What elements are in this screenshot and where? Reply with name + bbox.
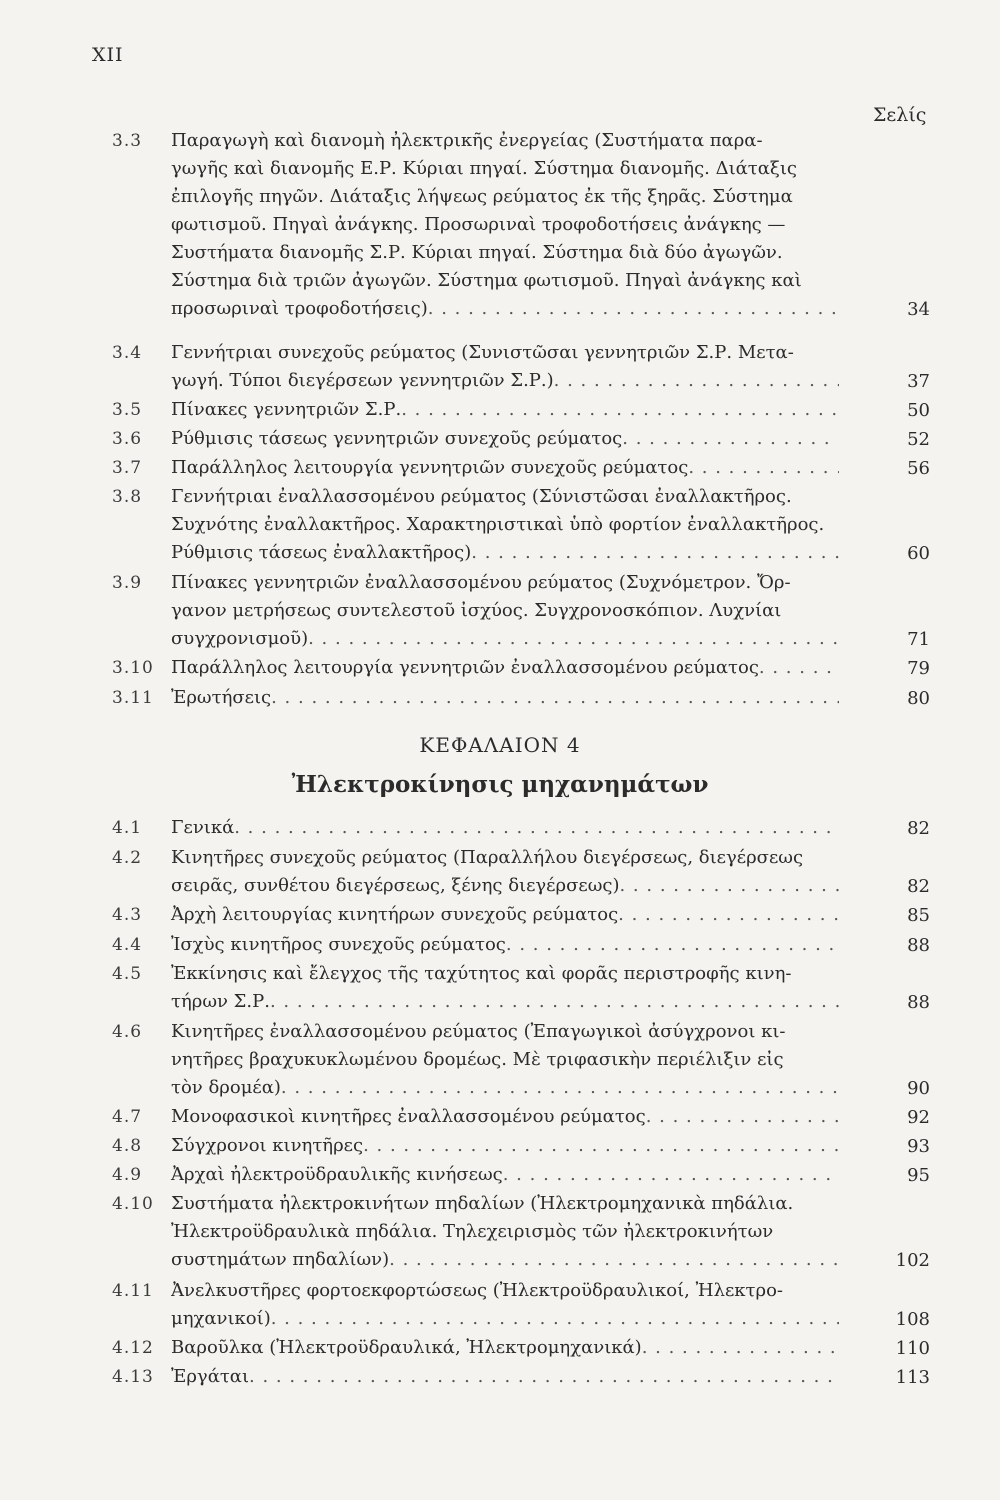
toc-entry-number: 3.10: [112, 658, 154, 678]
toc-entry-text: Παραγωγὴ καὶ διανομὴ ἠλεκτρικῆς ἐνεργείας (Συστήματα παρα-: [171, 130, 763, 151]
toc-entry-text: προσωριναὶ τροφοδοτήσεις): [171, 298, 428, 319]
toc-entry-number: 3.7: [112, 458, 143, 478]
toc-entry-text: Σύστημα διὰ τριῶν ἀγωγῶν. Σύστημα φωτισμοῦ. Πηγαὶ ἀνάγκης καὶ: [171, 270, 802, 291]
toc-entry-text: Κινητῆρες συνεχοῦς ρεύματος (Παραλλήλου διεγέρσεως, διεγέρσεως: [171, 847, 804, 868]
toc-entry-page: 113: [895, 1367, 930, 1388]
toc-entry-text: τήρων Σ.Ρ.: [171, 991, 270, 1012]
toc-entry-page: 108: [895, 1309, 930, 1330]
dot-leader: [428, 295, 839, 323]
toc-entry-text: γωγῆς καὶ διανομῆς Ε.Ρ. Κύριαι πηγαί. Σύστημα διανομῆς. Διάταξις: [171, 158, 797, 179]
toc-entry-number: 4.8: [112, 1136, 143, 1156]
toc-entry-text: συστημάτων πηδαλίων): [171, 1249, 390, 1270]
toc-entry-number: 3.4: [112, 343, 143, 363]
toc-entry-number: 4.10: [112, 1194, 154, 1214]
toc-entry-text: γωγή. Τύποι διεγέρσεων γεννητριῶν Σ.Ρ.): [171, 370, 554, 391]
toc-entry-number: 4.3: [112, 905, 143, 925]
dot-leader: [618, 901, 839, 929]
toc-entry-number: 3.9: [112, 573, 143, 593]
toc-entry-text: Συστήματα διανομῆς Σ.Ρ. Κύριαι πηγαί. Σύστημα διὰ δύο ἀγωγῶν.: [171, 242, 783, 263]
toc-entry-text: Πίνακες γεννητριῶν ἐναλλασσομένου ρεύματος (Συχνόμετρον. Ὄρ-: [171, 572, 791, 593]
toc-entry-page: 56: [907, 458, 930, 479]
dot-leader: [389, 1246, 839, 1274]
toc-entry-page: 95: [907, 1165, 930, 1186]
dot-leader: [234, 814, 839, 842]
toc-entry-number: 4.5: [112, 964, 143, 984]
dot-leader: [503, 1161, 839, 1189]
toc-entry-number: 3.8: [112, 487, 143, 507]
toc-entry-text: Συστήματα ἠλεκτροκινήτων πηδαλίων (Ἠλεκτρομηχανικὰ πηδάλια.: [171, 1193, 794, 1214]
toc-entry-page: 88: [907, 992, 930, 1013]
dot-leader: [271, 1305, 839, 1333]
dot-leader: [281, 1074, 839, 1102]
toc-entry-number: 4.1: [112, 818, 143, 838]
toc-entry-text: Ἠλεκτροϋδραυλικὰ πηδάλια. Τηλεχειρισμὸς τῶν ἠλεκτροκινήτων: [171, 1221, 774, 1242]
dot-leader: [688, 454, 839, 482]
toc-entry-page: 37: [907, 371, 930, 392]
toc-entry-number: 4.6: [112, 1022, 143, 1042]
dot-leader: [506, 931, 839, 959]
toc-entry-text: νητῆρες βραχυκυκλωμένου δρομέως. Μὲ τριφασικὴν περιέλιξιν εἰς: [171, 1049, 784, 1070]
toc-entry-number: 3.3: [112, 131, 143, 151]
toc-entry-page: 82: [907, 876, 930, 897]
toc-entry-page: 79: [907, 658, 930, 679]
toc-entry-text: Σύγχρονοι κινητῆρες: [171, 1135, 364, 1156]
toc-entry-text: συγχρονισμοῦ): [171, 628, 309, 649]
pages-column-label: Σελίς: [873, 104, 927, 126]
toc-entry-page: 50: [907, 400, 930, 421]
dot-leader: [619, 872, 839, 900]
page-number: XII: [92, 44, 124, 66]
chapter-label: ΚΕΦΑΛΑΙΟΝ 4: [419, 733, 581, 757]
toc-entry-number: 4.9: [112, 1165, 143, 1185]
toc-entry-number: 4.2: [112, 848, 143, 868]
toc-entry-text: Γενικά: [171, 817, 235, 838]
toc-entry-text: Ἐκκίνησις καὶ ἔλεγχος τῆς ταχύτητος καὶ φορᾶς περιστροφῆς κινη-: [171, 963, 792, 984]
toc-entry-text: Ρύθμισις τάσεως ἐναλλακτῆρος): [171, 542, 472, 563]
dot-leader: [401, 396, 839, 424]
dot-leader: [554, 367, 839, 395]
chapter-title: Ἠλεκτροκίνησις μηχανημάτων: [291, 771, 709, 798]
dot-leader: [308, 625, 839, 653]
toc-entry-number: 4.11: [112, 1281, 154, 1301]
dot-leader: [759, 654, 839, 682]
dot-leader: [271, 684, 839, 712]
dot-leader: [249, 1363, 839, 1391]
toc-entry-page: 85: [907, 905, 930, 926]
toc-entry-text: Πίνακες γεννητριῶν Σ.Ρ.: [171, 399, 402, 420]
toc-entry-text: μηχανικοί): [171, 1308, 271, 1329]
toc-entry-text: Ἀρχὴ λειτουργίας κινητήρων συνεχοῦς ρεύματος: [171, 904, 619, 925]
toc-entry-number: 4.7: [112, 1107, 143, 1127]
dot-leader: [622, 425, 839, 453]
toc-entry-text: Βαροῦλκα (Ἠλεκτροϋδραυλικά, Ἠλεκτρομηχανικά): [171, 1337, 642, 1358]
toc-entry-number: 4.4: [112, 935, 143, 955]
toc-entry-text: φωτισμοῦ. Πηγαὶ ἀνάγκης. Προσωριναὶ τροφοδοτήσεις ἀνάγκης —: [171, 214, 786, 235]
toc-entry-number: 3.6: [112, 429, 143, 449]
toc-entry-text: Ἀνελκυστῆρες φορτοεκφορτώσεως (Ἠλεκτροϋδραυλικοί, Ἠλεκτρο-: [171, 1280, 784, 1301]
toc-entry-number: 4.13: [112, 1367, 154, 1387]
toc-entry-page: 110: [895, 1338, 930, 1359]
toc-entry-text: Κινητῆρες ἐναλλασσομένου ρεύματος (Ἐπαγωγικοὶ ἀσύγχρονοι κι-: [171, 1021, 786, 1042]
toc-entry-number: 3.5: [112, 400, 143, 420]
toc-entry-text: Γεννήτριαι ἐναλλασσομένου ρεύματος (Σύνιστῶσαι ἐναλλακτῆρος.: [171, 486, 792, 507]
toc-entry-page: 82: [907, 818, 930, 839]
toc-entry-page: 102: [895, 1250, 930, 1271]
toc-entry-text: Συχνότης ἐναλλακτῆρος. Χαρακτηριστικαὶ ὑπὸ φορτίον ἐναλλακτῆρος.: [171, 514, 825, 535]
toc-entry-page: 60: [907, 543, 930, 564]
toc-entry-page: 80: [907, 688, 930, 709]
dot-leader: [471, 539, 839, 567]
toc-entry-text: Ἐργάται: [171, 1366, 250, 1387]
toc-entry-text: σειρᾶς, συνθέτου διεγέρσεως, ξένης διεγέρσεως): [171, 875, 620, 896]
toc-entry-number: 3.11: [112, 688, 154, 708]
dot-leader: [642, 1334, 839, 1362]
toc-entry-page: 92: [907, 1107, 930, 1128]
toc-entry-text: τὸν δρομέα): [171, 1077, 281, 1098]
dot-leader: [363, 1132, 839, 1160]
toc-entry-text: Ἀρχαὶ ἠλεκτροϋδραυλικῆς κινήσεως: [171, 1164, 503, 1185]
toc-entry-text: Μονοφασικοὶ κινητῆρες ἐναλλασσομένου ρεύματος: [171, 1106, 646, 1127]
toc-entry-page: 34: [907, 299, 930, 320]
toc-entry-text: γανον μετρήσεως συντελεστοῦ ἰσχύος. Συγχρονοσκόπιον. Λυχνίαι: [171, 600, 782, 621]
toc-entry-text: Ἰσχὺς κινητῆρος συνεχοῦς ρεύματος: [171, 934, 506, 955]
toc-entry-text: Ἐρωτήσεις: [171, 687, 272, 708]
toc-entry-page: 71: [907, 629, 930, 650]
dot-leader: [270, 988, 839, 1016]
toc-entry-text: Παράλληλος λειτουργία γεννητριῶν συνεχοῦς ρεύματος: [171, 457, 689, 478]
toc-entry-number: 4.12: [112, 1338, 154, 1358]
toc-entry-page: 88: [907, 935, 930, 956]
toc-entry-text: Ρύθμισις τάσεως γεννητριῶν συνεχοῦς ρεύματος: [171, 428, 623, 449]
toc-entry-text: ἐπιλογῆς πηγῶν. Διάταξις λήψεως ρεύματος ἐκ τῆς ξηρᾶς. Σύστημα: [171, 186, 793, 207]
toc-entry-page: 52: [907, 429, 930, 450]
toc-entry-text: Γεννήτριαι συνεχοῦς ρεύματος (Συνιστῶσαι γεννητριῶν Σ.Ρ. Μετα-: [171, 342, 794, 363]
dot-leader: [646, 1103, 839, 1131]
toc-entry-page: 93: [907, 1136, 930, 1157]
toc-entry-text: Παράλληλος λειτουργία γεννητριῶν ἐναλλασσομένου ρεύματος: [171, 657, 759, 678]
toc-entry-page: 90: [907, 1078, 930, 1099]
